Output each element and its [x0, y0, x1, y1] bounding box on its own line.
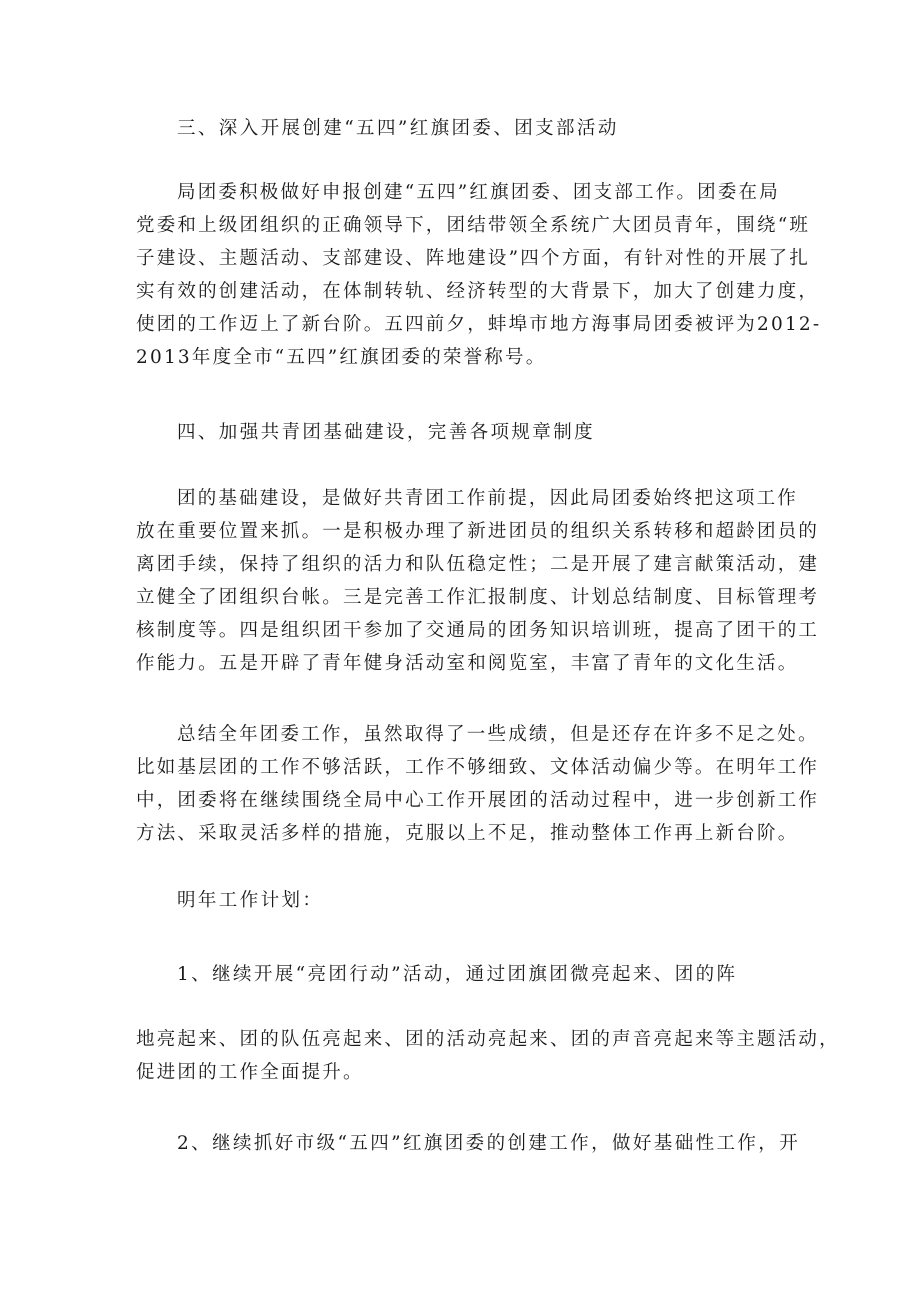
paragraph-line: 局团委积极做好申报创建“五四”红旗团委、团支部工作。团委在局: [177, 182, 780, 203]
section4-paragraph: [136, 482, 820, 680]
paragraph-line: 核制度等。四是组织团干参加了交通局的团务知识培训班，提高了团干的工: [136, 620, 820, 641]
paragraph-line: 离团手续，保持了组织的活力和队伍稳定性；二是开展了建言献策活动，建: [136, 554, 820, 575]
paragraph-line: 立健全了团组织台帐。三是完善工作汇报制度、计划总结制度、目标管理考: [136, 587, 820, 608]
heading-text: 三、深入开展创建“五四”红旗团委、团支部活动: [177, 118, 619, 139]
paragraph-line: 子建设、主题活动、支部建设、阵地建设”四个方面，有针对性的开展了扎: [136, 248, 811, 269]
paragraph-line: 2013年度全市“五四”红旗团委的荣誉称号。: [136, 347, 547, 368]
section3-heading: [136, 112, 837, 145]
paragraph-line: 方法、采取灵活多样的措施，克服以上不足，推动整体工作再上新台阶。: [136, 823, 799, 844]
plan-heading: [136, 884, 837, 917]
heading-text: 四、加强共青团基础建设，完善各项规章制度: [177, 422, 596, 443]
summary-paragraph: [136, 718, 820, 850]
paragraph-line: 放在重要位置来抓。一是积极办理了新进团员的组织关系转移和超龄团员的: [136, 521, 820, 542]
plan-item-1-first-line: [136, 958, 837, 991]
section3-paragraph: [136, 176, 822, 374]
heading-text: 明年工作计划：: [177, 890, 324, 911]
list-item-text: 促进团的工作全面提升。: [136, 1062, 364, 1083]
paragraph-line: 作能力。五是开辟了青年健身活动室和阅览室，丰富了青年的文化生活。: [136, 653, 799, 674]
paragraph-line: 中，团委将在继续围绕全局中心工作开展团的活动过程中，进一步创新工作: [136, 790, 820, 811]
paragraph-line: 党委和上级团组织的正确领导下，团结带领全系统广大团员青年，围绕“班: [136, 215, 811, 236]
paragraph-line: 使团的工作迈上了新台阶。五四前夕，蚌埠市地方海事局团委被评为2012-: [136, 314, 822, 335]
list-item-text: 1、继续开展“亮团行动”活动，通过团旗团微亮起来、团的阵: [177, 964, 738, 985]
paragraph-line: 比如基层团的工作不够活跃，工作不够细致、文体活动偏少等。在明年工作: [136, 757, 820, 778]
paragraph-line: 实有效的创建活动，在体制转轨、经济转型的大背景下，加大了创建力度，: [136, 281, 820, 302]
section4-heading: [136, 416, 837, 449]
plan-item-2-first-line: [136, 1127, 837, 1160]
list-item-text: 地亮起来、团的队伍亮起来、团的活动亮起来、团的声音亮起来等主题活动，: [136, 1029, 840, 1050]
list-item-text: 2、继续抓好市级“五四”红旗团委的创建工作，做好基础性工作，开: [177, 1133, 801, 1154]
plan-item-1-continuation: [136, 1023, 840, 1089]
paragraph-line: 团的基础建设，是做好共青团工作前提，因此局团委始终把这项工作: [177, 488, 799, 509]
paragraph-line: 总结全年团委工作，虽然取得了一些成绩，但是还存在许多不足之处。: [177, 724, 819, 745]
